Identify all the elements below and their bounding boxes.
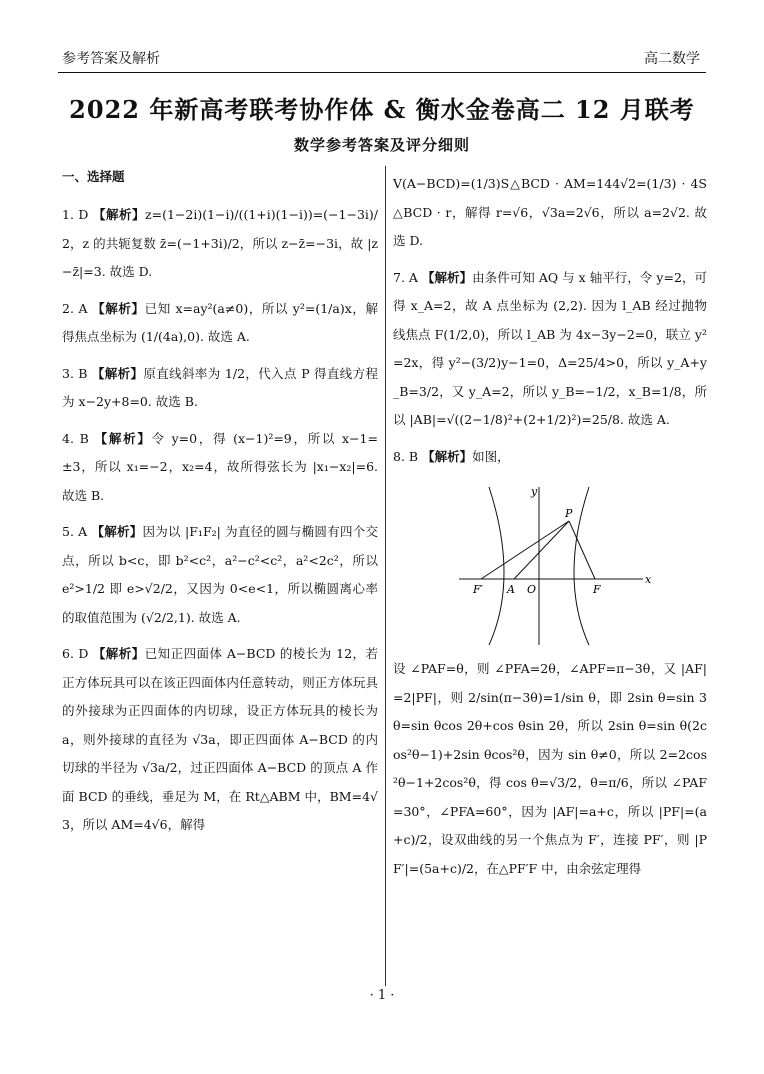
answer-item-continued: [393, 655, 707, 883]
header-right: 高二数学: [644, 51, 700, 67]
item-number: 7. A: [393, 269, 418, 285]
header-left: 参考答案及解析: [62, 51, 160, 67]
point-f-label: F: [593, 583, 601, 596]
item-text: 原直线斜率为 1/2，代入点 P 得直线方程为 x−2y+8=0. 故选 B.: [62, 365, 378, 409]
answer-item: [62, 360, 378, 417]
item-number: 2. A: [62, 300, 88, 316]
item-number: 1. D: [62, 207, 89, 222]
hyperbola-left-branch: [489, 487, 504, 645]
section-heading: 一、选择题: [62, 169, 125, 184]
point-a-label: A: [507, 583, 515, 596]
hyperbola-figure: [459, 485, 652, 645]
segment-fp-p: [481, 521, 569, 579]
item-number: 4. B: [62, 430, 89, 446]
hyperbola-right-branch: [574, 487, 589, 645]
item-tag: 【解析】: [91, 524, 143, 539]
header-rule: [58, 72, 706, 73]
column-divider: [385, 166, 386, 986]
item-number: 6. D: [62, 646, 89, 661]
answer-item-continued: [393, 170, 707, 256]
segment-a-p: [514, 521, 569, 579]
answer-item: [393, 443, 707, 472]
answer-item: [393, 264, 707, 435]
page-title: 2022 年新高考联考协作体 & 衡水金卷高二 12 月联考: [69, 95, 695, 124]
right-column: [393, 170, 707, 891]
x-axis-label: x: [645, 573, 652, 586]
answer-item: [62, 640, 378, 840]
answer-item: [62, 295, 378, 352]
item-text: V(A−BCD)=(1/3)S△BCD · AM=144√2=(1/3) · 4S△BCD · r，解得 r=√6，√3a=2√6，所以 a=2√2. 故选 D.: [393, 176, 707, 248]
item-tag: 【解析】: [94, 430, 152, 446]
left-column: [62, 167, 378, 848]
item-tag: 【解析】: [92, 646, 145, 661]
page-subtitle: 数学参考答案及评分细则: [293, 136, 470, 154]
answer-item: [62, 518, 378, 632]
answer-item: [62, 201, 378, 287]
item-text: 令 y=0，得 (x−1)²=9，所以 x−1=±3，所以 x₁=−2，x₂=4，故所得弦长为 |x₁−x₂|=6. 故选 B.: [62, 430, 378, 503]
item-number: 8. B: [393, 448, 419, 464]
item-text: 已知正四面体 A−BCD 的棱长为 12，若正方体玩具可以在该正四面体内任意转动，则正方体玩具的外接球为正四面体的内切球，设正方体玩具的棱长为 a，则外接球的直径为 √3a，即正四面体 A−BCD 的内切球的半径为 √3a/2，过正四面体 A−BCD 的顶点 A 作面 BCD 的垂线，垂足为 M，在 Rt△ABM 中，BM=4√3，所以 AM=4√6，解得: [62, 646, 378, 832]
item-tag: 【解析】: [421, 269, 473, 285]
item-number: 3. B: [62, 365, 88, 381]
y-axis-label: y: [531, 485, 538, 498]
item-text: 如图，: [472, 448, 510, 464]
page-number: · 1 ·: [369, 988, 395, 1003]
segment-f-p: [569, 521, 595, 579]
item-tag: 【解析】: [92, 207, 146, 222]
item-number: 5. A: [62, 524, 88, 539]
item-tag: 【解析】: [91, 365, 144, 381]
item-text: 已知 x=ay²(a≠0)，所以 y²=(1/a)x，解得焦点坐标为 (1/(4a),0). 故选 A.: [62, 300, 378, 344]
item-text: 因为以 |F₁F₂| 为直径的圆与椭圆有四个交点，所以 b<c，即 b²<c²，a²−c²<c²，a²<2c²，所以 e²>1/2 即 e>√2/2，又因为 0<e<1，所以椭圆离心率的取值范围为 (√2/2,1). 故选 A.: [62, 524, 378, 625]
item-text: 由条件可知 AQ 与 x 轴平行，令 y=2，可得 x_A=2，故 A 点坐标为 (2,2). 因为 l_AB 经过抛物线焦点 F(1/2,0)，所以 l_AB 为 4x−3y−2=0，联立 y²=2x，得 y²−(3/2)y−1=0，Δ=25/4>0，所以 y_A+y_B=3/2，又 y_A=2，所以 y_B=−1/2，x_B=1/8，所以 |AB|=√((2−1/8)²+(2+1/2)²)=25/8. 故选 A.: [393, 269, 707, 427]
item-tag: 【解析】: [92, 300, 145, 316]
answer-item: [62, 425, 378, 511]
item-text: 设 ∠PAF=θ，则 ∠PFA=2θ，∠APF=π−3θ，又 |AF|=2|PF|，则 2/sin(π−3θ)=1/sin θ，即 2sin θ=sin 3θ=sin θcos 2θ+cos θsin 2θ，所以 2sin θ=sin θ(2cos²θ−1)+2sin θcos²θ，因为 sin θ≠0，所以 2=2cos²θ−1+2cos²θ，得 cos θ=√3/2，θ=π/6，所以 ∠PAF=30°，∠PFA=60°，因为 |AF|=a+c，所以 |PF|=(a+c)/2，设双曲线的另一个焦点为 F′，连接 PF′，则 |PF′|=(5a+c)/2，在△PF′F 中，由余弦定理得: [393, 661, 707, 876]
point-fprime-label: F′: [473, 583, 484, 596]
point-p-label: P: [565, 507, 573, 520]
origin-label: O: [527, 583, 537, 596]
item-text: z=(1−2i)(1−i)/((1+i)(1−i))=(−1−3i)/2，z 的共轭复数 z̄=(−1+3i)/2，所以 z−z̄=−3i，故 |z−z̄|=3. 故选 D.: [62, 207, 378, 279]
item-tag: 【解析】: [422, 448, 473, 464]
